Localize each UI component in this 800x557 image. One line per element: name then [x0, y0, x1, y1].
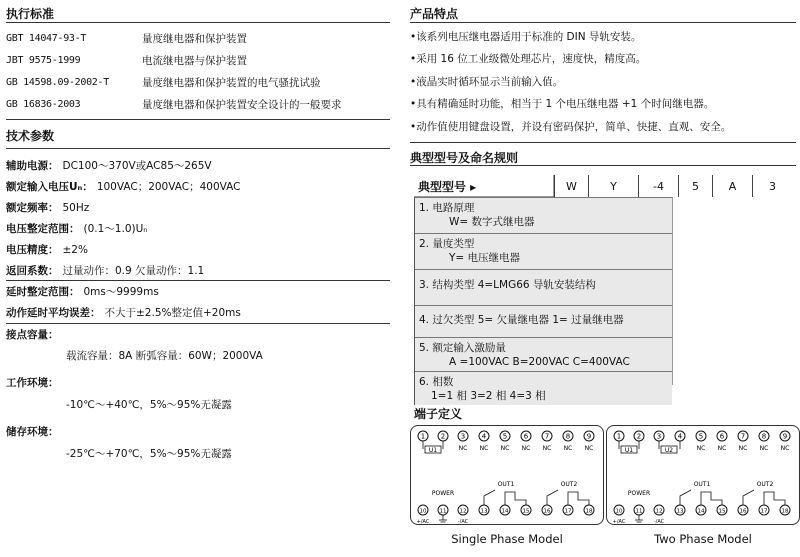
terminal-9	[780, 431, 790, 441]
minus-ac-label: -/AC	[457, 519, 469, 525]
svg-text:1: 1	[616, 432, 622, 441]
terminal-10	[614, 505, 624, 515]
terminal-7	[542, 431, 552, 441]
two-phase-diagram	[607, 426, 800, 526]
param-label: 储存环境：	[6, 426, 59, 438]
model-rule-2	[414, 233, 672, 269]
terminals-title: 端子定义	[414, 407, 463, 421]
feature-item: •动作值使用键盘设置，并设有密码保护，简单、快捷、直观、安全。	[410, 120, 732, 133]
nc-label: NC	[521, 445, 531, 452]
svg-text:3: 3	[656, 432, 662, 441]
standard-row	[6, 93, 390, 115]
param-label: 延时整定范围：	[6, 286, 80, 298]
model-rule-line: 3. 结构类型 4=LMG66 导轨安装结构	[419, 279, 596, 291]
param-label: 电压精度：	[6, 244, 59, 256]
svg-text:9: 9	[586, 432, 592, 441]
svg-text:18: 18	[781, 508, 789, 515]
model-cell-a: A	[712, 175, 752, 197]
standard-row	[6, 49, 390, 71]
param-storage-env	[6, 421, 390, 442]
u2-label: U2	[664, 447, 674, 454]
out1-label: OUT1	[693, 481, 711, 488]
nc-label: NC	[584, 445, 594, 452]
param-aux-power	[6, 155, 390, 176]
standard-name: 电流继电器与保护装置	[142, 54, 247, 67]
svg-text:4: 4	[481, 432, 487, 441]
svg-text:6: 6	[719, 432, 725, 441]
nc-label: NC	[717, 445, 727, 452]
model-rule-5	[414, 337, 672, 371]
svg-text:5: 5	[502, 432, 508, 441]
param-label: 辅助电源：	[6, 160, 59, 172]
svg-text:8: 8	[565, 432, 571, 441]
nc-label: NC	[458, 445, 468, 452]
out2-label: OUT2	[756, 481, 774, 488]
single-phase-caption: Single Phase Model	[451, 532, 563, 546]
terminal-16	[542, 505, 552, 515]
param-value: 不大于±2.5%整定值+20ms	[104, 307, 241, 319]
model-rule-1	[414, 197, 672, 233]
terminal-11	[634, 505, 644, 515]
standard-name: 量度继电器和保护装置	[142, 32, 247, 45]
param-rated-freq	[6, 197, 390, 218]
svg-text:2: 2	[440, 432, 446, 441]
plus-ac-label: +/AC	[416, 519, 430, 525]
plus-ac-label: +/AC	[612, 519, 626, 525]
param-label: 额定频率：	[6, 202, 59, 214]
model-cell-5: 5	[678, 175, 712, 197]
bottom-terminal-row	[418, 505, 594, 515]
terminal-5	[500, 431, 510, 441]
top-terminal-row	[614, 431, 790, 441]
svg-text:3: 3	[460, 432, 466, 441]
svg-text:5: 5	[698, 432, 704, 441]
terminal-17	[759, 505, 769, 515]
param-accuracy	[6, 239, 390, 260]
svg-text:6: 6	[523, 432, 529, 441]
svg-text:17: 17	[760, 508, 768, 515]
terminal-18	[584, 505, 594, 515]
param-value: 100VAC；200VAC；400VAC	[96, 181, 241, 193]
nc-label: NC	[500, 445, 510, 452]
top-terminal-row	[418, 431, 594, 441]
terminal-17	[563, 505, 573, 515]
svg-text:1: 1	[420, 432, 426, 441]
feature-item: •采用 16 位工业级微处理芯片，速度快，精度高。	[410, 53, 647, 66]
model-cell-y: Y	[588, 175, 638, 197]
model-rule-sub: 1=1 相 3=2 相 4=3 相	[431, 390, 546, 402]
standard-name: 量度继电器和保护装置的电气骚扰试验	[142, 76, 321, 89]
svg-text:14: 14	[697, 508, 705, 515]
terminal-14	[500, 505, 510, 515]
terminal-7	[738, 431, 748, 441]
svg-text:7: 7	[740, 432, 746, 441]
svg-text:9: 9	[782, 432, 788, 441]
feature-item: •该系列电压继电器适用于标准的 DIN 导轨安装。	[410, 30, 642, 43]
param-value: 50Hz	[62, 201, 90, 214]
two-phase-caption: Two Phase Model	[654, 532, 752, 546]
svg-text:10: 10	[419, 508, 427, 515]
param-return-coef	[6, 260, 390, 281]
model-cell-3: 3	[752, 175, 792, 197]
model-rule-line: 4. 过欠类型 5= 欠量继电器 1= 过量继电器	[419, 314, 624, 326]
terminal-3	[654, 431, 664, 441]
u1-label: U1	[624, 447, 634, 454]
standard-row	[6, 71, 390, 93]
model-cell-4: -4	[638, 175, 678, 197]
svg-text:12: 12	[655, 508, 663, 515]
power-label: POWER	[431, 490, 455, 497]
svg-text:15: 15	[522, 508, 530, 515]
terminal-9	[584, 431, 594, 441]
nc-label: NC	[759, 445, 769, 452]
terminal-15	[521, 505, 531, 515]
param-value: 过量动作：0.9 欠量动作：1.1	[62, 264, 205, 277]
model-rule-sub: Y= 电压继电器	[449, 252, 521, 264]
nc-label: NC	[479, 445, 489, 452]
svg-text:11: 11	[635, 508, 643, 515]
terminal-10	[418, 505, 428, 515]
two-phase-terminal-box	[606, 425, 800, 525]
terminal-11	[438, 505, 448, 515]
terminal-8	[563, 431, 573, 441]
terminal-13	[479, 505, 489, 515]
svg-text:12: 12	[459, 508, 467, 515]
standard-code: GB 14598.09-2002-T	[6, 76, 109, 88]
nc-label: NC	[542, 445, 552, 452]
svg-text:4: 4	[677, 432, 683, 441]
terminal-4	[479, 431, 489, 441]
ground-icon	[635, 515, 643, 522]
standards-title: 执行标准	[6, 7, 55, 21]
power-label: POWER	[627, 490, 651, 497]
svg-text:14: 14	[501, 508, 509, 515]
nc-label: NC	[696, 445, 706, 452]
nc-label: NC	[738, 445, 748, 452]
svg-text:7: 7	[544, 432, 550, 441]
param-label: 返回系数：	[6, 264, 59, 277]
bottom-terminal-row	[614, 505, 790, 515]
feature-item: •液晶实时循环显示当前输入值。	[410, 75, 564, 88]
nc-label: NC	[780, 445, 790, 452]
out2-label: OUT2	[560, 481, 578, 488]
terminal-5	[696, 431, 706, 441]
param-work-env	[6, 372, 390, 393]
storage-env-value: -25℃～+70℃，5%～95%无凝露	[66, 447, 232, 460]
model-rule-4	[414, 305, 672, 337]
svg-text:18: 18	[585, 508, 593, 515]
param-value: 0ms～9999ms	[83, 286, 159, 298]
model-rule-6	[414, 371, 672, 405]
model-cell-w: W	[554, 175, 588, 197]
terminal-4	[675, 431, 685, 441]
param-label: 动作延时平均误差：	[6, 307, 101, 319]
param-rated-input	[6, 176, 390, 197]
terminal-8	[759, 431, 769, 441]
single-phase-diagram	[411, 426, 605, 526]
model-title: 典型型号及命名规则	[410, 150, 519, 165]
terminal-3	[458, 431, 468, 441]
terminal-6	[521, 431, 531, 441]
svg-text:11: 11	[439, 508, 447, 515]
tech-title: 技术参数	[6, 129, 55, 143]
terminal-1	[614, 431, 624, 441]
minus-ac-label: -/AC	[653, 519, 665, 525]
model-rule-line: 6. 相数	[419, 376, 454, 388]
param-delay-range	[6, 281, 390, 302]
terminal-14	[696, 505, 706, 515]
ground-icon	[439, 515, 447, 522]
u1-label: U1	[428, 447, 438, 454]
svg-text:15: 15	[718, 508, 726, 515]
terminal-2	[438, 431, 448, 441]
terminal-6	[717, 431, 727, 441]
terminal-2	[634, 431, 644, 441]
terminal-16	[738, 505, 748, 515]
svg-text:13: 13	[676, 508, 684, 515]
svg-text:2: 2	[636, 432, 642, 441]
standard-code: GBT 14047-93-T	[6, 32, 87, 44]
model-rule-line: 5. 额定输入激励量	[419, 342, 506, 354]
model-rule-line: 1. 电路原理	[419, 202, 475, 214]
param-value: (0.1～1.0)Uₙ	[83, 223, 148, 235]
svg-text:8: 8	[761, 432, 767, 441]
terminal-15	[717, 505, 727, 515]
model-rule-sub: W= 数字式继电器	[449, 216, 535, 228]
model-rule-3	[414, 269, 672, 305]
model-rule-sub: A =100VAC B=200VAC C=400VAC	[449, 356, 630, 368]
svg-text:13: 13	[480, 508, 488, 515]
param-label: 工作环境：	[6, 377, 59, 389]
contact-value: 载流容量：8A 断弧容量：60W；2000VA	[66, 349, 263, 362]
standard-name: 量度继电器和保护装置安全设计的一般要求	[142, 98, 342, 111]
left-column	[6, 0, 390, 464]
svg-text:16: 16	[739, 508, 747, 515]
nc-label: NC	[563, 445, 573, 452]
out1-label: OUT1	[497, 481, 515, 488]
single-phase-terminal-box	[410, 425, 604, 525]
param-label: 额定输入电压Uₙ：	[6, 181, 93, 193]
standard-row	[6, 27, 390, 49]
standard-code: JBT 9575-1999	[6, 54, 81, 66]
param-setting-range	[6, 218, 390, 239]
terminal-18	[780, 505, 790, 515]
terminal-1	[418, 431, 428, 441]
terminal-12	[458, 505, 468, 515]
work-env-value: -10℃～+40℃，5%～95%无凝露	[66, 398, 232, 411]
terminal-13	[675, 505, 685, 515]
param-delay-error	[6, 302, 390, 323]
terminal-12	[654, 505, 664, 515]
model-header-label: 典型型号 ▸	[418, 179, 477, 194]
param-value: DC100～370V或AC85～265V	[62, 160, 212, 172]
param-value: ±2%	[62, 243, 88, 256]
model-rule-line: 2. 量度类型	[419, 238, 475, 250]
svg-text:10: 10	[615, 508, 623, 515]
svg-text:17: 17	[564, 508, 572, 515]
right-column	[410, 0, 796, 166]
standard-code: GB 16836-2003	[6, 98, 81, 110]
svg-text:16: 16	[543, 508, 551, 515]
feature-item: •具有精确延时功能，相当于 1 个电压继电器 +1 个时间继电器。	[410, 98, 715, 111]
param-label: 接点容量：	[6, 328, 59, 341]
features-title: 产品特点	[410, 7, 459, 21]
param-label: 电压整定范围：	[6, 223, 80, 235]
param-contact	[6, 323, 390, 344]
